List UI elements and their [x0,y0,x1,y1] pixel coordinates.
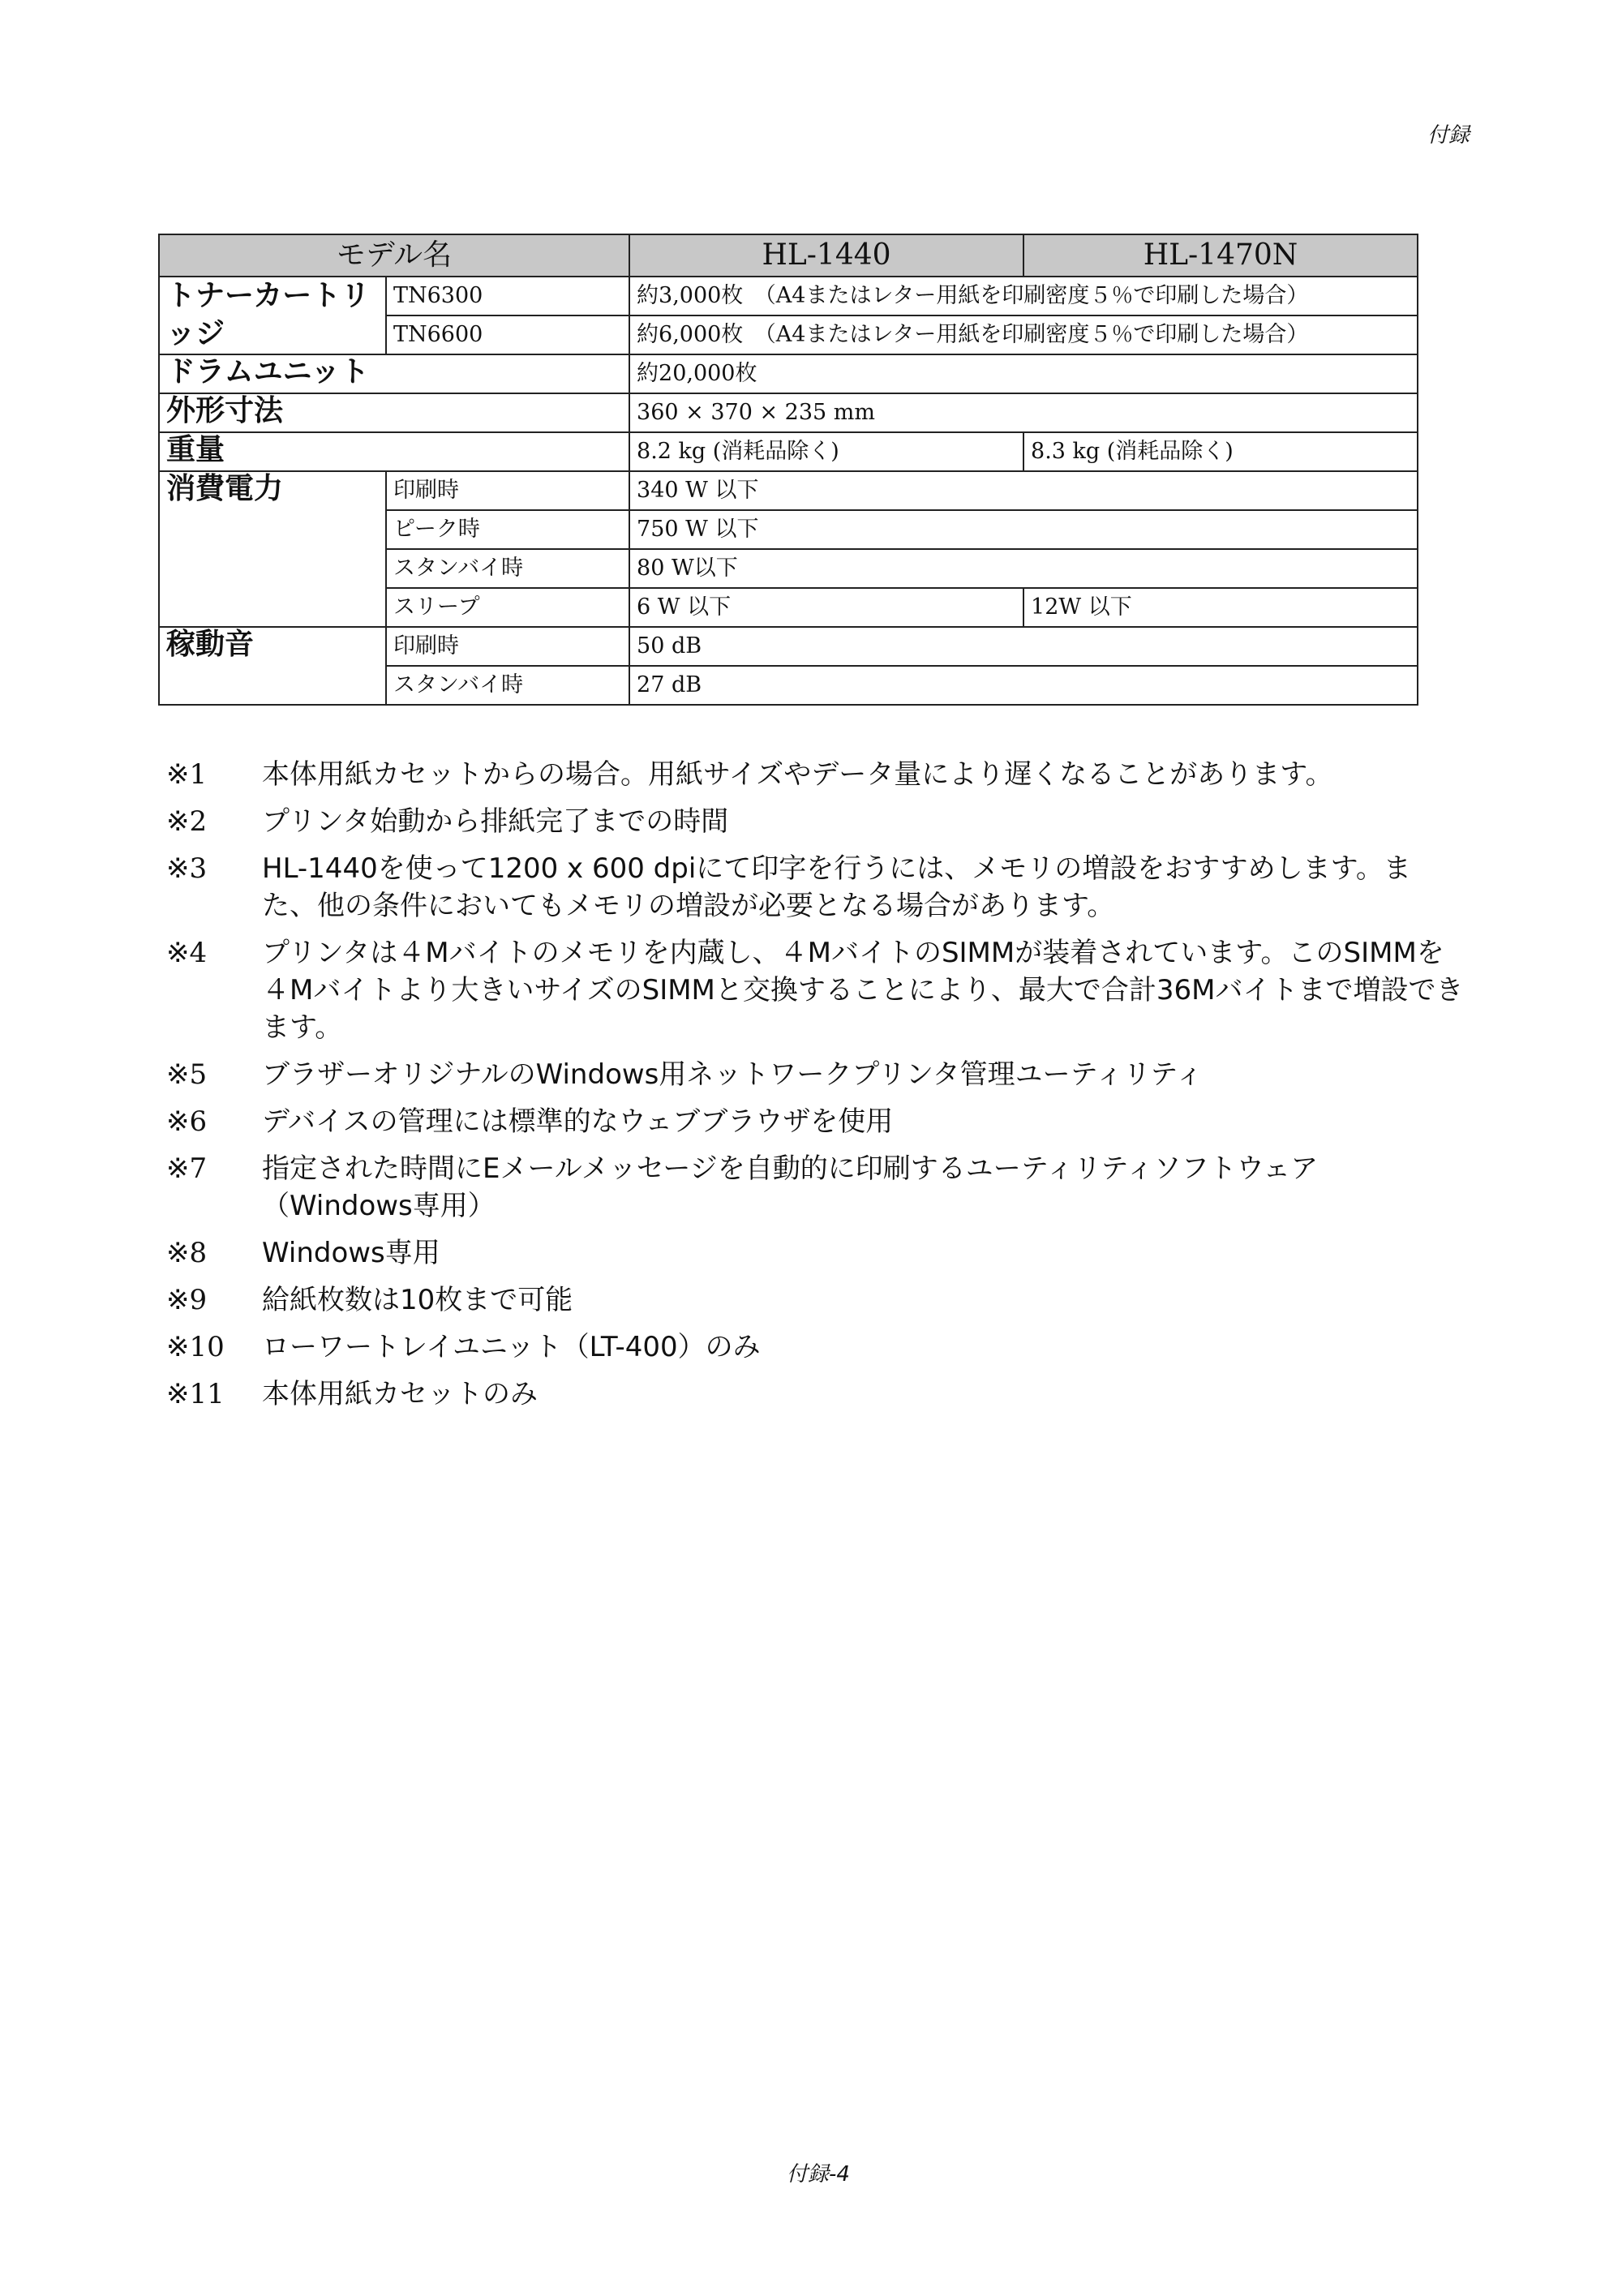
power-value-standby: 80 W以下 [629,549,1418,588]
model-hl1440-header: HL-1440 [629,234,1023,277]
footnote-mark: ※2 [166,805,208,838]
table-row [159,354,1418,393]
noise-label: 稼動音 [159,627,386,705]
power-value-sleep-hl1440: 6 W 以下 [629,588,1023,627]
footnote-text: 給紙枚数は10枚まで可能 [262,1284,573,1316]
table-row [159,393,1418,432]
model-name-header: モデル名 [159,234,629,277]
footnote-mark: ※10 [166,1331,225,1363]
power-sub-peak: ピーク時 [386,510,629,549]
power-value-sleep-hl1470n: 12W 以下 [1023,588,1418,627]
toner-value-1: 約3,000枚 （A4またはレター用紙を印刷密度５％で印刷した場合） [629,277,1418,315]
footnote-item [166,1375,1464,1413]
page-number: 付録-4 [787,2162,850,2187]
footnote-text: ローワートレイユニット（LT-400）のみ [262,1331,761,1363]
footnote-mark: ※6 [166,1105,208,1138]
drum-value: 約20,000枚 [629,354,1418,393]
noise-value-standby: 27 dB [629,666,1418,705]
power-value-print: 340 W 以下 [629,471,1418,510]
footnote-text: 指定された時間にEメールメッセージを自動的に印刷するユーティリティソフトウェア（Windows専用） [262,1152,1319,1222]
footnote-mark: ※5 [166,1058,208,1091]
size-value: 360 × 370 × 235 mm [629,393,1418,432]
power-value-peak: 750 W 以下 [629,510,1418,549]
footnote-item [166,934,1464,1046]
noise-sub-standby: スタンバイ時 [386,666,629,705]
weight-label: 重量 [159,432,629,471]
table-row [159,627,1418,666]
footnote-mark: ※9 [166,1284,208,1316]
drum-label: ドラムユニット [159,354,629,393]
model-hl1470n-header: HL-1470N [1023,234,1418,277]
weight-value-hl1440: 8.2 kg (消耗品除く) [629,432,1023,471]
table-header-row [159,234,1418,277]
weight-value-hl1470n: 8.3 kg (消耗品除く) [1023,432,1418,471]
footnote-text: Windows専用 [262,1237,440,1269]
footnote-mark: ※11 [166,1378,225,1410]
toner-sub-2: TN6600 [386,315,629,354]
toner-value-2: 約6,000枚 （A4またはレター用紙を印刷密度５％で印刷した場合） [629,315,1418,354]
footnote-item [166,803,1464,840]
toner-sub-1: TN6300 [386,277,629,315]
footnote-mark: ※4 [166,937,208,969]
power-sub-standby: スタンバイ時 [386,549,629,588]
footnote-item [166,1281,1464,1319]
footnote-text: デバイスの管理には標準的なウェブブラウザを使用 [262,1105,894,1138]
size-label: 外形寸法 [159,393,629,432]
footnote-item [166,1056,1464,1093]
spec-table [158,234,1418,706]
footnote-item [166,850,1464,925]
footnote-item [166,756,1464,793]
footnote-item [166,1103,1464,1140]
footnote-mark: ※7 [166,1152,208,1185]
footnote-mark: ※1 [166,758,208,791]
power-sub-print: 印刷時 [386,471,629,510]
power-label: 消費電力 [159,471,386,627]
footnotes [166,756,1464,1423]
footnote-text: HL-1440を使って1200 x 600 dpiにて印字を行うには、メモリの増設をおすすめします。また、他の条件においてもメモリの増設が必要となる場合があります。 [262,852,1411,922]
footnote-mark: ※8 [166,1237,208,1269]
table-row [159,277,1418,315]
footnote-item [166,1328,1464,1366]
footnote-text: プリンタは４Mバイトのメモリを内蔵し、４MバイトのSIMMが装着されています。このSIMMを４Mバイトより大きいサイズのSIMMと交換することにより、最大で合計36Mバイトまで増設できます。 [262,937,1464,1044]
footnote-text: 本体用紙カセットのみ [262,1378,538,1410]
noise-value-print: 50 dB [629,627,1418,666]
footnote-text: プリンタ始動から排紙完了までの時間 [262,805,729,838]
toner-label: トナーカートリッジ [159,277,386,354]
footnote-item [166,1150,1464,1225]
power-sub-sleep: スリープ [386,588,629,627]
footnote-text: 本体用紙カセットからの場合。用紙サイズやデータ量により遅くなることがあります。 [262,758,1333,791]
noise-sub-print: 印刷時 [386,627,629,666]
footnote-text: ブラザーオリジナルのWindows用ネットワークプリンタ管理ユーティリティ [262,1058,1204,1091]
table-row [159,432,1418,471]
table-row [159,471,1418,510]
section-header: 付録 [1427,123,1470,148]
footnote-mark: ※3 [166,852,208,885]
footnote-item [166,1234,1464,1272]
